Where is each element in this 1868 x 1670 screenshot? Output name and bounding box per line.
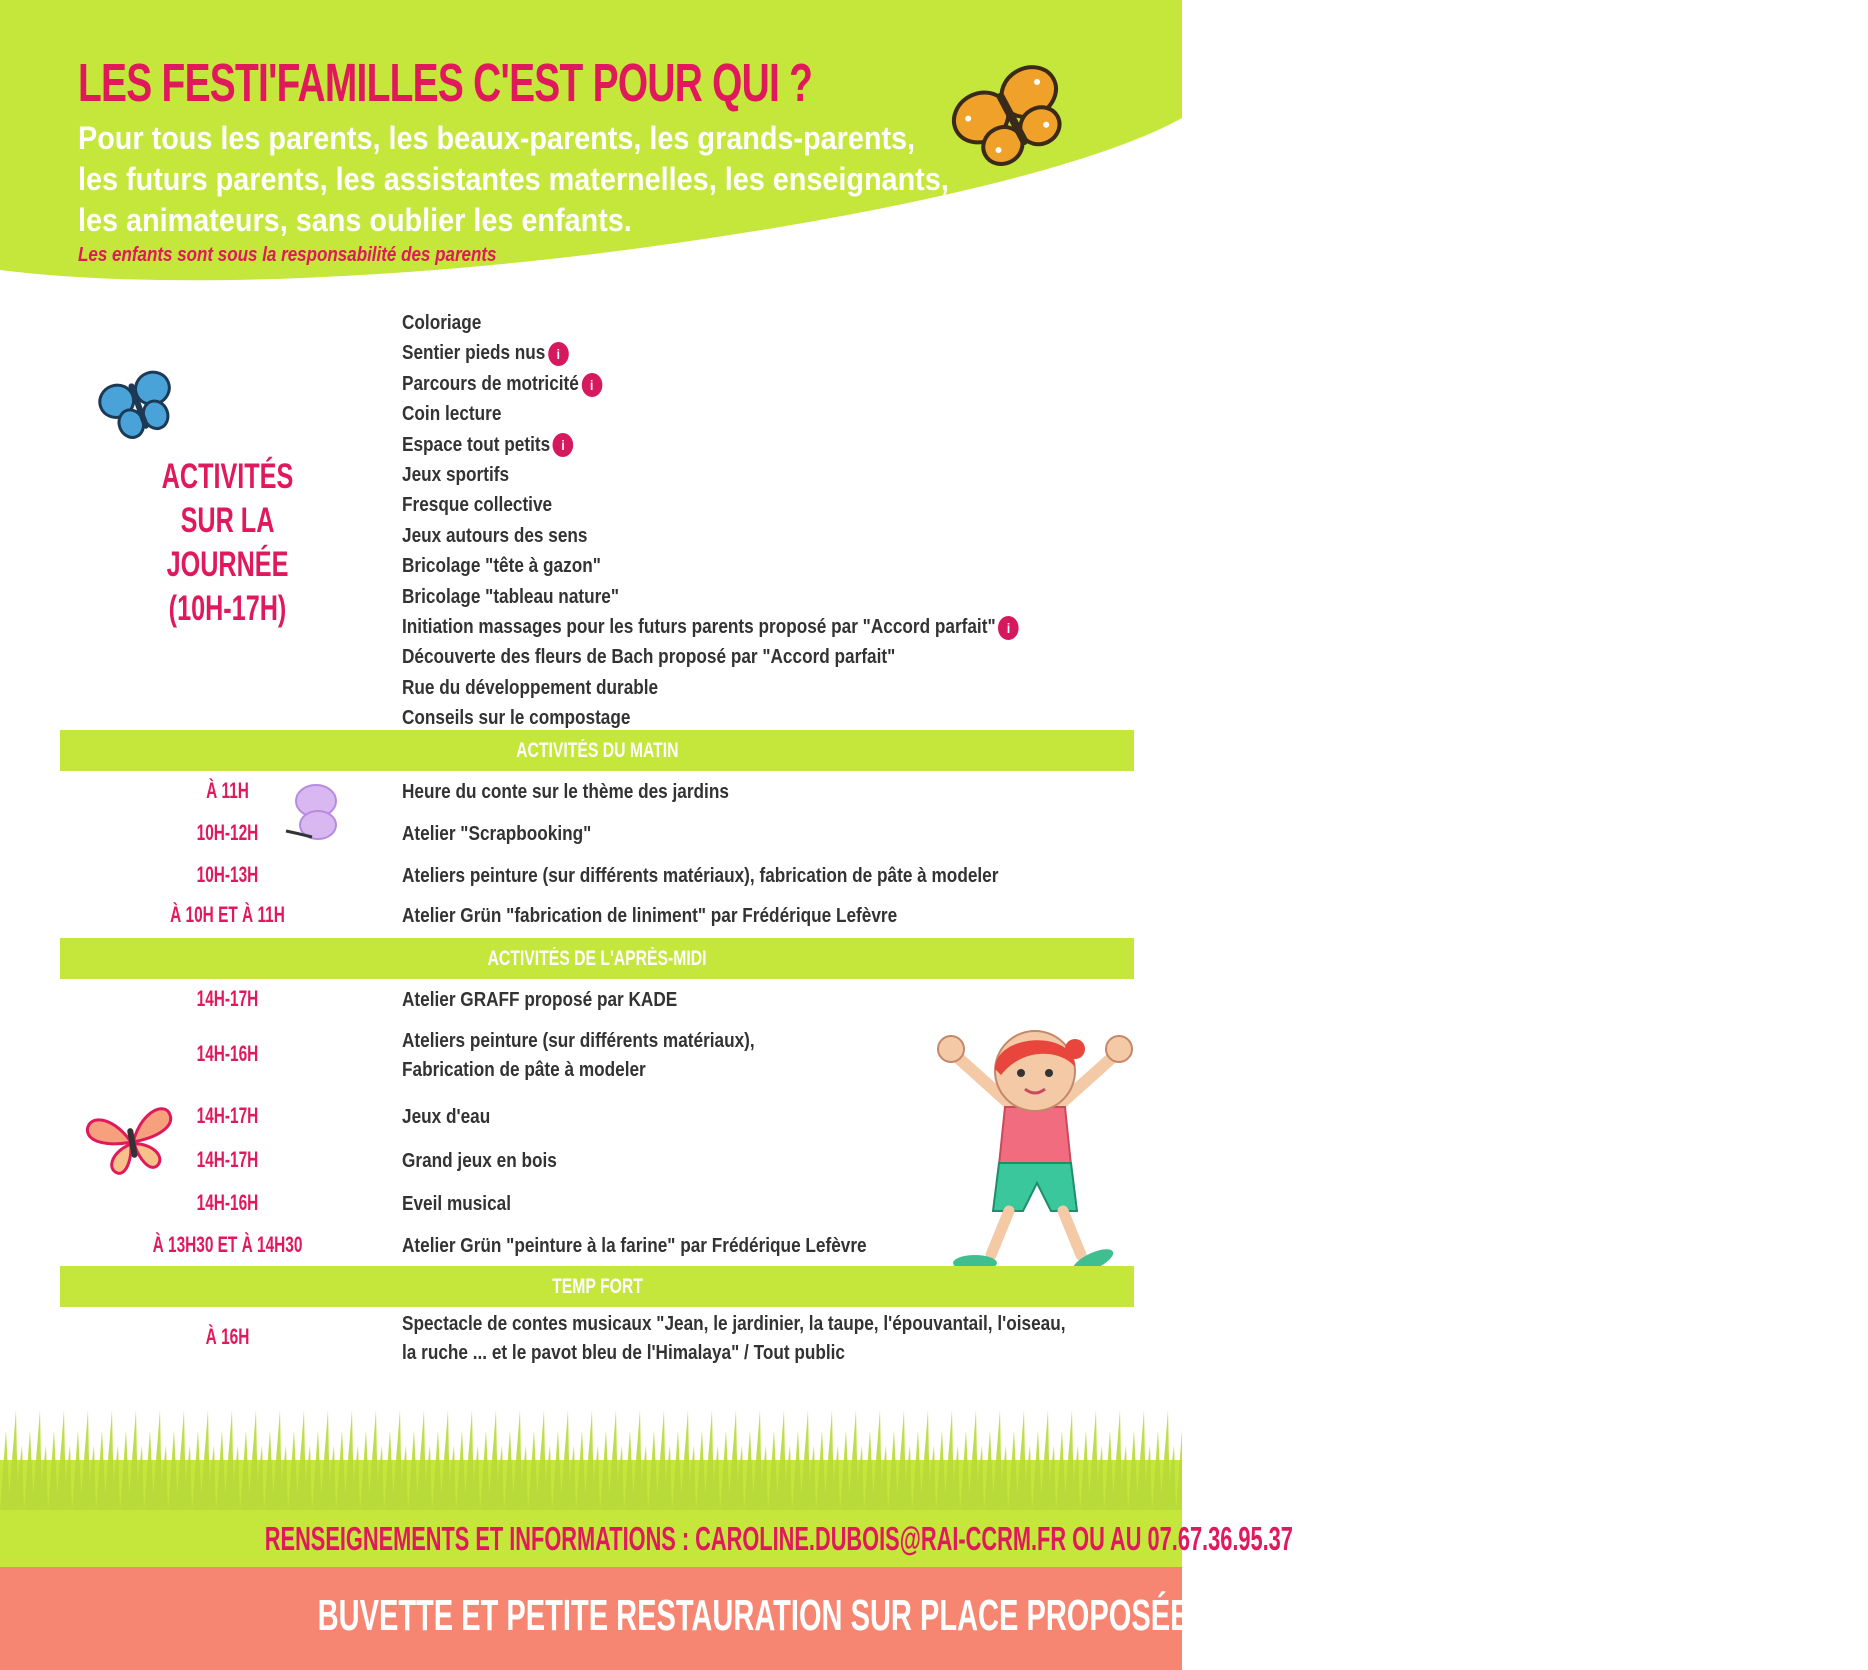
info-icon: i [998, 616, 1019, 640]
activity-item [402, 460, 1019, 490]
activity-item [402, 673, 1019, 703]
schedule-time: 10H-12H [196, 820, 259, 845]
day-activities-heading [143, 455, 312, 631]
activity-label: Bricolage "tête à gazon" [402, 555, 601, 578]
activity-label: Coloriage [402, 312, 482, 334]
schedule-time: À 16H [205, 1324, 250, 1349]
schedule-description [402, 902, 897, 931]
activity-label: Jeux sportifs [402, 464, 510, 487]
activity-item [402, 430, 1019, 460]
description-line: Eveil musical [402, 1193, 512, 1215]
description-line: Heure du conte sur le thème des jardins [402, 781, 729, 803]
description-line: Fabrication de pâte à modeler [402, 1059, 646, 1081]
schedule-description [402, 778, 729, 807]
schedule-description [402, 1190, 511, 1219]
activity-label: Espace tout petits [402, 433, 551, 456]
day-activity-list [402, 308, 1119, 734]
schedule-description [402, 862, 998, 891]
activity-label: Découverte des fleurs de Bach proposé par "Accord parfait" [402, 646, 896, 669]
activity-label: Bricolage "tableau nature" [402, 585, 620, 608]
description-line: Jeux d'eau [402, 1106, 491, 1128]
highlight-heading-band [60, 1266, 1134, 1307]
schedule-time: 14H-16H [196, 1041, 259, 1066]
activity-item [402, 582, 1019, 612]
activity-label: Fresque collective [402, 494, 553, 517]
activity-item [402, 551, 1019, 581]
schedule-description [402, 1147, 557, 1176]
description-line: Ateliers peinture (sur différents matériaux), [402, 1030, 755, 1052]
activity-item [402, 338, 1019, 368]
responsibility-note: Les enfants sont sous la responsabilité des parents [78, 244, 497, 266]
schedule-time: À 13H30 ET À 14H30 [152, 1232, 303, 1257]
schedule-time: À 10H ET À 11H [170, 902, 285, 927]
schedule-description [402, 820, 591, 849]
activity-item [402, 369, 1019, 399]
schedule-description [402, 1232, 867, 1261]
morning-heading-band [60, 730, 1134, 771]
description-line: Ateliers peinture (sur différents matériaux), fabrication de pâte à modeler [402, 865, 999, 887]
activity-label: Conseils sur le compostage [402, 707, 631, 730]
activity-label: Coin lecture [402, 403, 502, 426]
afternoon-heading-band [60, 938, 1134, 979]
schedule-time: À 11H [206, 778, 249, 803]
schedule-time: 10H-13H [196, 862, 259, 887]
intro-line: Pour tous les parents, les beaux-parents, les grands-parents, [78, 120, 916, 156]
activity-item [402, 521, 1019, 551]
heading-line: SUR LA JOURNÉE [166, 501, 289, 584]
footer-banner [0, 1567, 1551, 1670]
description-line: Spectacle de contes musicaux "Jean, le jardinier, la taupe, l'épouvantail, l'oiseau, [402, 1313, 1066, 1335]
footer-text: BUVETTE ET PETITE RESTAURATION SUR PLACE PROPOSÉES PAR L'U.S SUNDHOUSE [317, 1591, 1551, 1640]
butterfly-icon [282, 783, 344, 847]
description-line: Atelier Grün "fabrication de liniment" par Frédérique Lefèvre [402, 905, 898, 927]
description-line: Atelier GRAFF proposé par KADE [402, 989, 678, 1011]
activity-item [402, 490, 1019, 520]
grass-illustration [0, 1390, 1182, 1510]
heading-line: (10H-17H) [168, 589, 287, 628]
activity-item [402, 612, 1019, 642]
schedule-time: 14H-16H [196, 1190, 259, 1215]
info-icon: i [548, 342, 569, 366]
activity-item [402, 308, 1019, 338]
activity-item [402, 642, 1019, 672]
schedule-description [402, 1103, 490, 1132]
child-illustration [925, 1015, 1145, 1285]
heading-line: ACTIVITÉS [161, 457, 294, 496]
description-line: la ruche ... et le pavot bleu de l'Himalaya" / Tout public [402, 1342, 845, 1364]
schedule-description [402, 1310, 1066, 1368]
activity-label: Sentier pieds nus [402, 342, 546, 365]
morning-heading: ACTIVITÉS DU MATIN [515, 739, 679, 762]
description-line: Atelier "Scrapbooking" [402, 823, 592, 845]
schedule-description [402, 986, 677, 1015]
contact-text: RENSEIGNEMENTS ET INFORMATIONS : CAROLINE.DUBOIS@RAI-CCRM.FR OU AU 07.67.36.95.37 [264, 1520, 1293, 1557]
intro-line: les animateurs, sans oublier les enfants. [78, 202, 632, 238]
info-icon: i [553, 433, 574, 457]
activity-label: Parcours de motricité [402, 372, 579, 395]
activity-label: Jeux autours des sens [402, 524, 588, 547]
intro-text [78, 118, 949, 241]
butterfly-icon [100, 368, 178, 446]
afternoon-heading: ACTIVITÉS DE L'APRÈS-MIDI [487, 947, 707, 970]
activity-label: Initiation massages pour les futurs parents proposé par "Accord parfait" [402, 616, 996, 639]
schedule-description [402, 1027, 755, 1085]
activity-item [402, 399, 1019, 429]
schedule-time: 14H-17H [196, 986, 259, 1011]
highlight-heading: TEMP FORT [551, 1275, 643, 1298]
schedule-time: 14H-17H [196, 1103, 259, 1128]
contact-banner [0, 1510, 1293, 1567]
activity-label: Rue du développement durable [402, 676, 659, 699]
page-title: LES FESTI'FAMILLES C'EST POUR QUI ? [78, 53, 813, 113]
butterfly-icon [955, 68, 1070, 168]
info-icon: i [581, 373, 602, 397]
butterfly-icon [86, 1102, 178, 1180]
schedule-time: 14H-17H [196, 1147, 259, 1172]
description-line: Atelier Grün "peinture à la farine" par Frédérique Lefèvre [402, 1235, 867, 1257]
intro-line: les futurs parents, les assistantes maternelles, les enseignants, [78, 161, 949, 197]
description-line: Grand jeux en bois [402, 1150, 557, 1172]
